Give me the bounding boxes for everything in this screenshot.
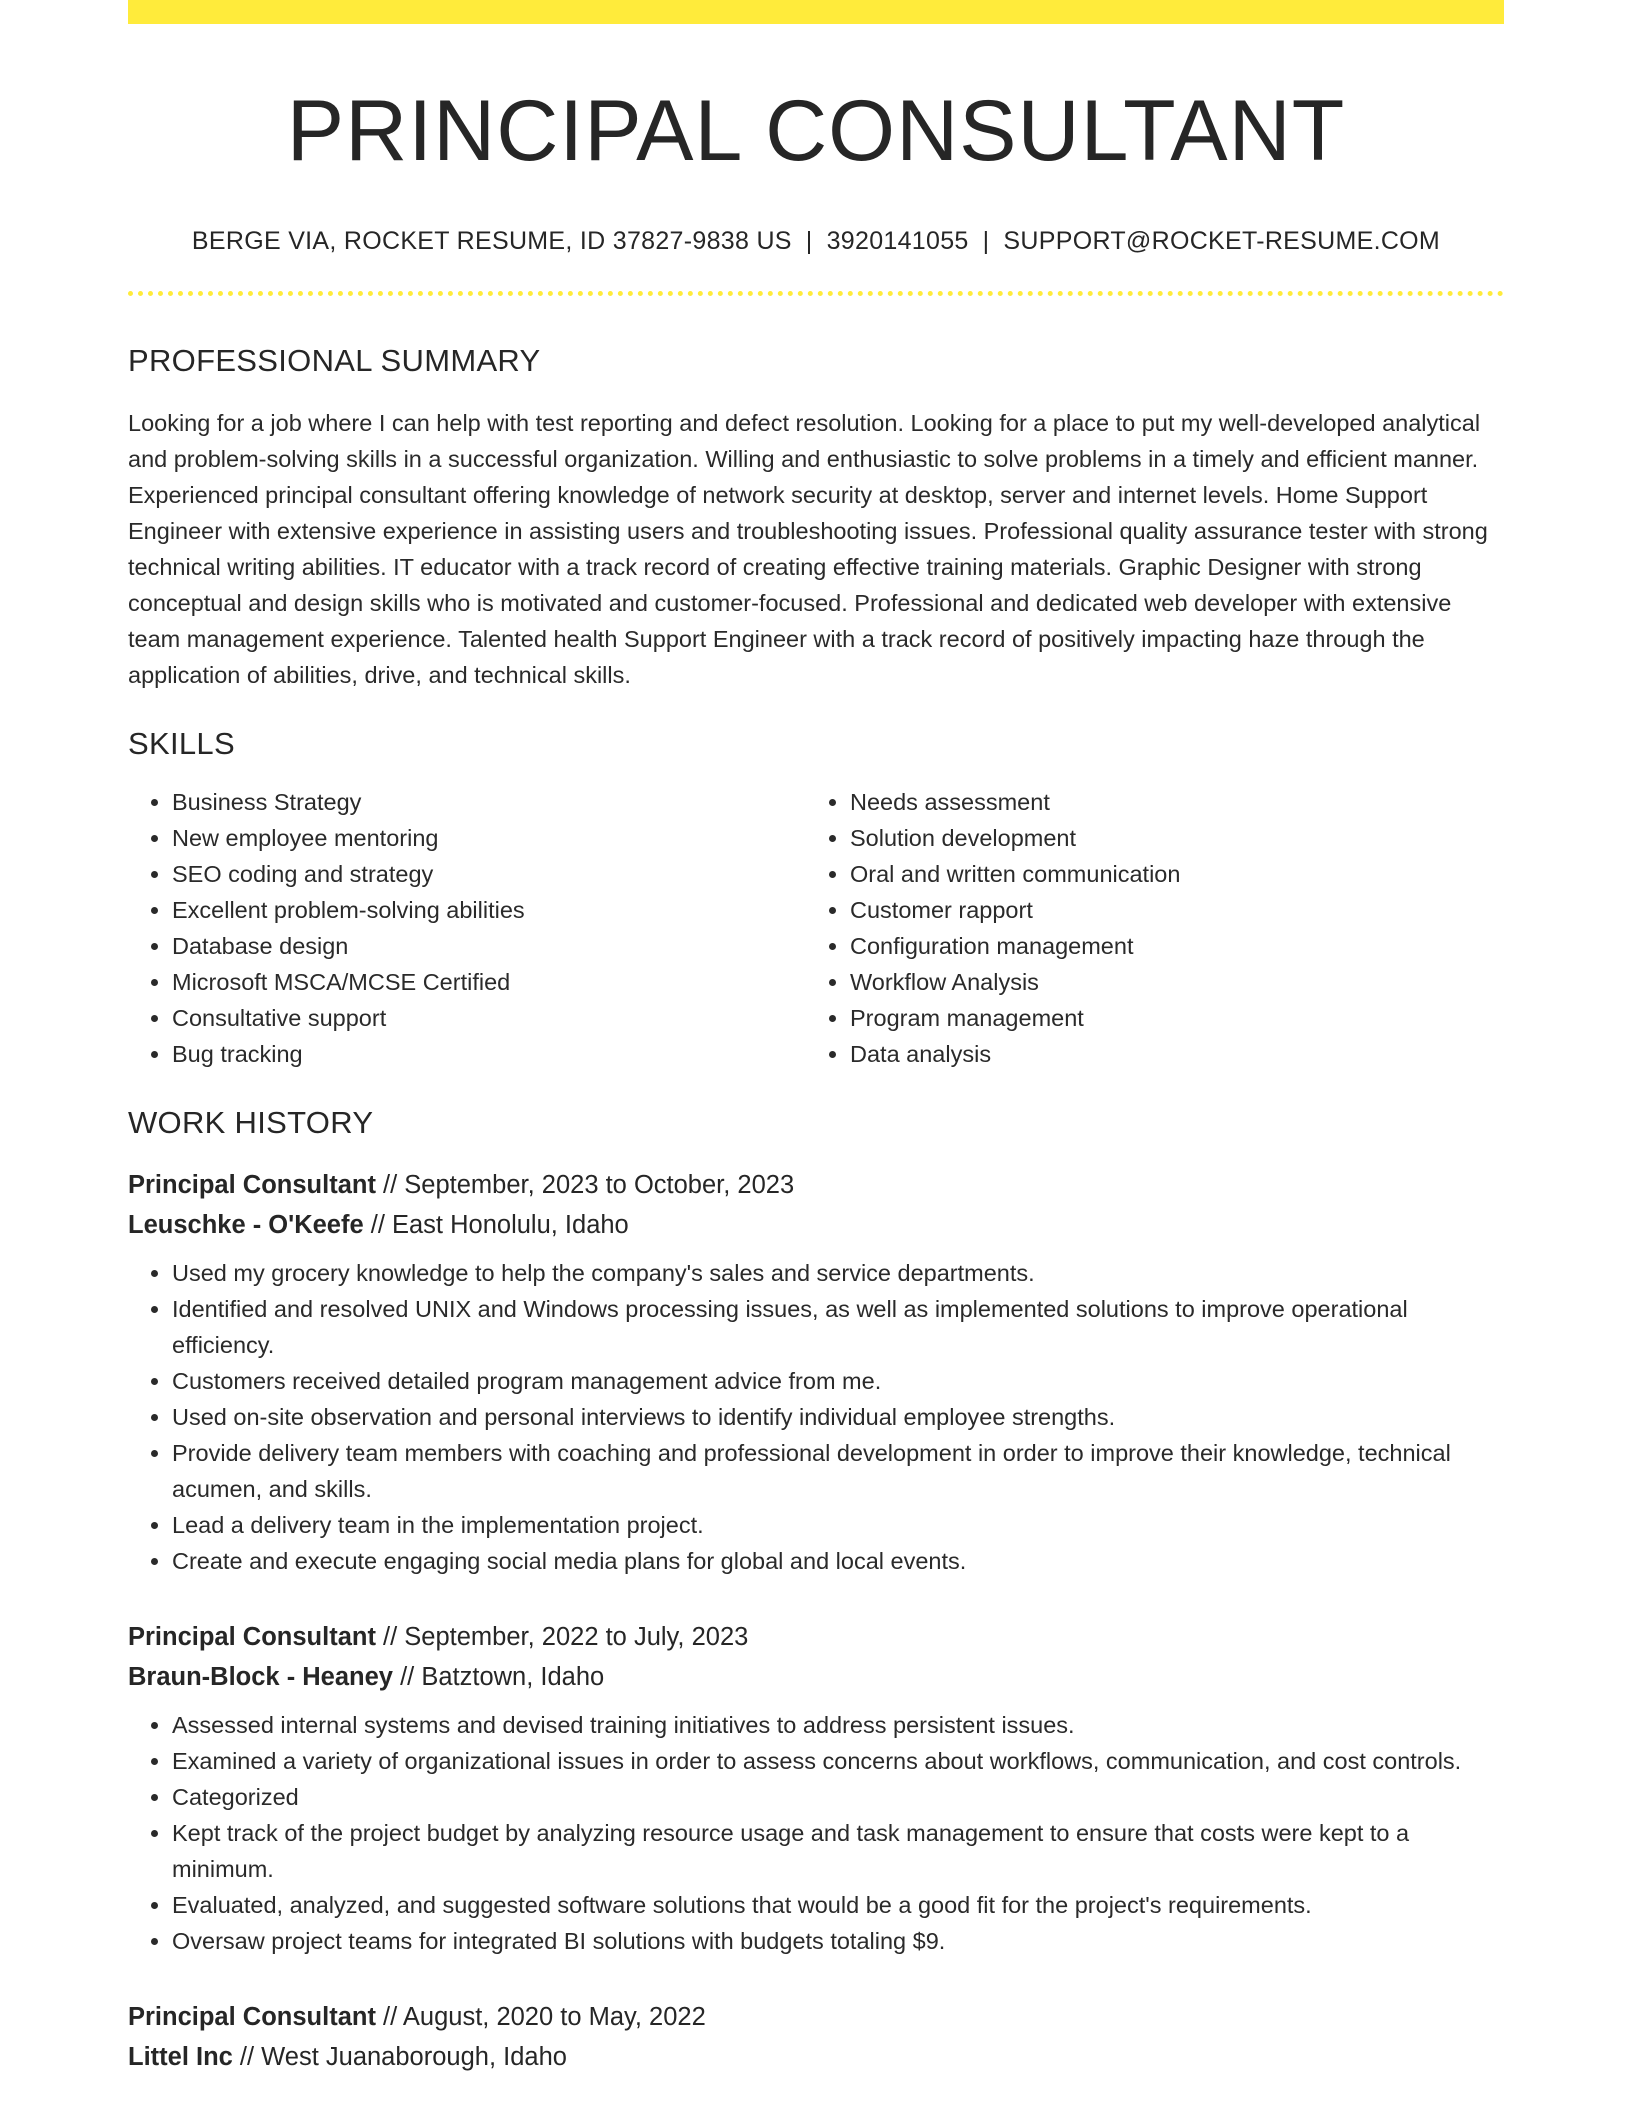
skill-item: • Bug tracking (172, 1036, 806, 1072)
job-company-line (128, 2037, 1504, 2077)
job-company-line (128, 1657, 1504, 1697)
job-bullets (128, 1255, 1504, 1579)
job-dates: // September, 2022 to July, 2023 (375, 1622, 749, 1651)
job-bullet: • Used my grocery knowledge to help the company's sales and service departments. (172, 1255, 1504, 1291)
work-history-heading: WORK HISTORY (128, 1104, 374, 1140)
skill-item: • Needs assessment (850, 784, 1484, 820)
skills-columns (128, 784, 1504, 1072)
job-company: Leuschke - O'Keefe (128, 1210, 364, 1239)
skill-item: • Business Strategy (172, 784, 806, 820)
job-company-line (128, 1205, 1504, 1245)
skill-item: • Excellent problem-solving abilities (172, 892, 806, 928)
skill-item: • Workflow Analysis (850, 964, 1484, 1000)
contact-address: BERGE VIA, ROCKET RESUME, ID 37827-9838 US (191, 226, 792, 255)
job-location: // Batztown, Idaho (393, 1662, 605, 1691)
job-bullet: • Used on-site observation and personal interviews to identify individual employee strengths. (172, 1399, 1504, 1435)
skills-list-right (806, 784, 1484, 1072)
skill-item: • Oral and written communication (850, 856, 1484, 892)
job-bullet: • Kept track of the project budget by analyzing resource usage and task management to ensure that costs were kept to a minimum. (172, 1815, 1504, 1887)
job-company: Littel Inc (128, 2042, 233, 2071)
job-bullet: • Oversaw project teams for integrated BI solutions with budgets totaling $9. (172, 1923, 1504, 1959)
job-role-line (128, 1165, 1504, 1205)
contact-separator: | (805, 226, 813, 255)
contact-separator: | (982, 226, 990, 255)
job-bullet: • Examined a variety of organizational issues in order to assess concerns about workflows, communication, and cost controls. (172, 1743, 1504, 1779)
skill-item: • Program management (850, 1000, 1484, 1036)
contact-phone: 3920141055 (826, 226, 969, 255)
work-history-section (128, 1104, 1504, 2077)
job-bullet: • Categorized (172, 1779, 1504, 1815)
job-role: Principal Consultant (128, 2002, 376, 2031)
skill-item: • New employee mentoring (172, 820, 806, 856)
skill-item: • Consultative support (172, 1000, 806, 1036)
dotted-divider (128, 291, 1504, 296)
skill-item: • Data analysis (850, 1036, 1484, 1072)
skill-item: • Customer rapport (850, 892, 1484, 928)
contact-email: SUPPORT@ROCKET-RESUME.COM (1003, 226, 1441, 255)
job-role-line (128, 1617, 1504, 1657)
skill-item: • Database design (172, 928, 806, 964)
job-bullet: • Lead a delivery team in the implementation project. (172, 1507, 1504, 1543)
job-role: Principal Consultant (128, 1170, 376, 1199)
accent-top-bar (128, 0, 1504, 24)
job-entry (128, 1617, 1504, 1959)
skill-item: • Solution development (850, 820, 1484, 856)
job-location: // East Honolulu, Idaho (363, 1210, 629, 1239)
job-role: Principal Consultant (128, 1622, 376, 1651)
summary-section (128, 342, 1504, 692)
job-company: Braun-Block - Heaney (128, 1662, 393, 1691)
resume-page (128, 0, 1504, 2077)
job-location: // West Juanaborough, Idaho (232, 2042, 567, 2071)
skill-item: • SEO coding and strategy (172, 856, 806, 892)
job-dates: // September, 2023 to October, 2023 (375, 1170, 795, 1199)
job-bullet: • Evaluated, analyzed, and suggested software solutions that would be a good fit for the project's requirements. (172, 1887, 1504, 1923)
skills-section (128, 725, 1504, 1072)
summary-text: Looking for a job where I can help with test reporting and defect resolution. Looking for a place to put my well-developed analytical and problem-solving skills in a successful organization. Willing and enthusiastic to solve problems in a timely and efficient manner. Experienced principal consultant offering knowledge of network security at desktop, server and internet levels. Home Support Engineer with extensive experience in assisting users and troubleshooting issues. Professional quality assurance tester with strong technical writing abilities. IT educator with a track record of creating effective training materials. Graphic Designer with strong conceptual and design skills who is motivated and customer-focused. Professional and dedicated web developer with extensive team management experience. Talented health Support Engineer with a track record of positively impacting haze through the application of abilities, drive, and technical skills. (128, 409, 1488, 688)
job-bullet: • Identified and resolved UNIX and Windows processing issues, as well as implemented solutions to improve operational efficiency. (172, 1291, 1504, 1363)
job-bullet: • Create and execute engaging social media plans for global and local events. (172, 1543, 1504, 1579)
job-bullet: • Assessed internal systems and devised training initiatives to address persistent issues. (172, 1707, 1504, 1743)
skill-item: • Microsoft MSCA/MCSE Certified (172, 964, 806, 1000)
summary-heading: PROFESSIONAL SUMMARY (128, 343, 541, 379)
job-entry (128, 1997, 1504, 2077)
job-role-line (128, 1997, 1504, 2037)
job-entry (128, 1165, 1504, 1579)
job-bullets (128, 1707, 1504, 1959)
skills-heading: SKILLS (128, 725, 235, 761)
job-bullet: • Provide delivery team members with coaching and professional development in order to improve their knowledge, technical acumen, and skills. (172, 1435, 1504, 1507)
skill-item: • Configuration management (850, 928, 1484, 964)
skills-list-left (128, 784, 806, 1072)
resume-title: PRINCIPAL CONSULTANT (286, 83, 1346, 179)
job-dates: // August, 2020 to May, 2022 (375, 2002, 706, 2031)
contact-line (128, 225, 1504, 258)
job-bullet: • Customers received detailed program management advice from me. (172, 1363, 1504, 1399)
